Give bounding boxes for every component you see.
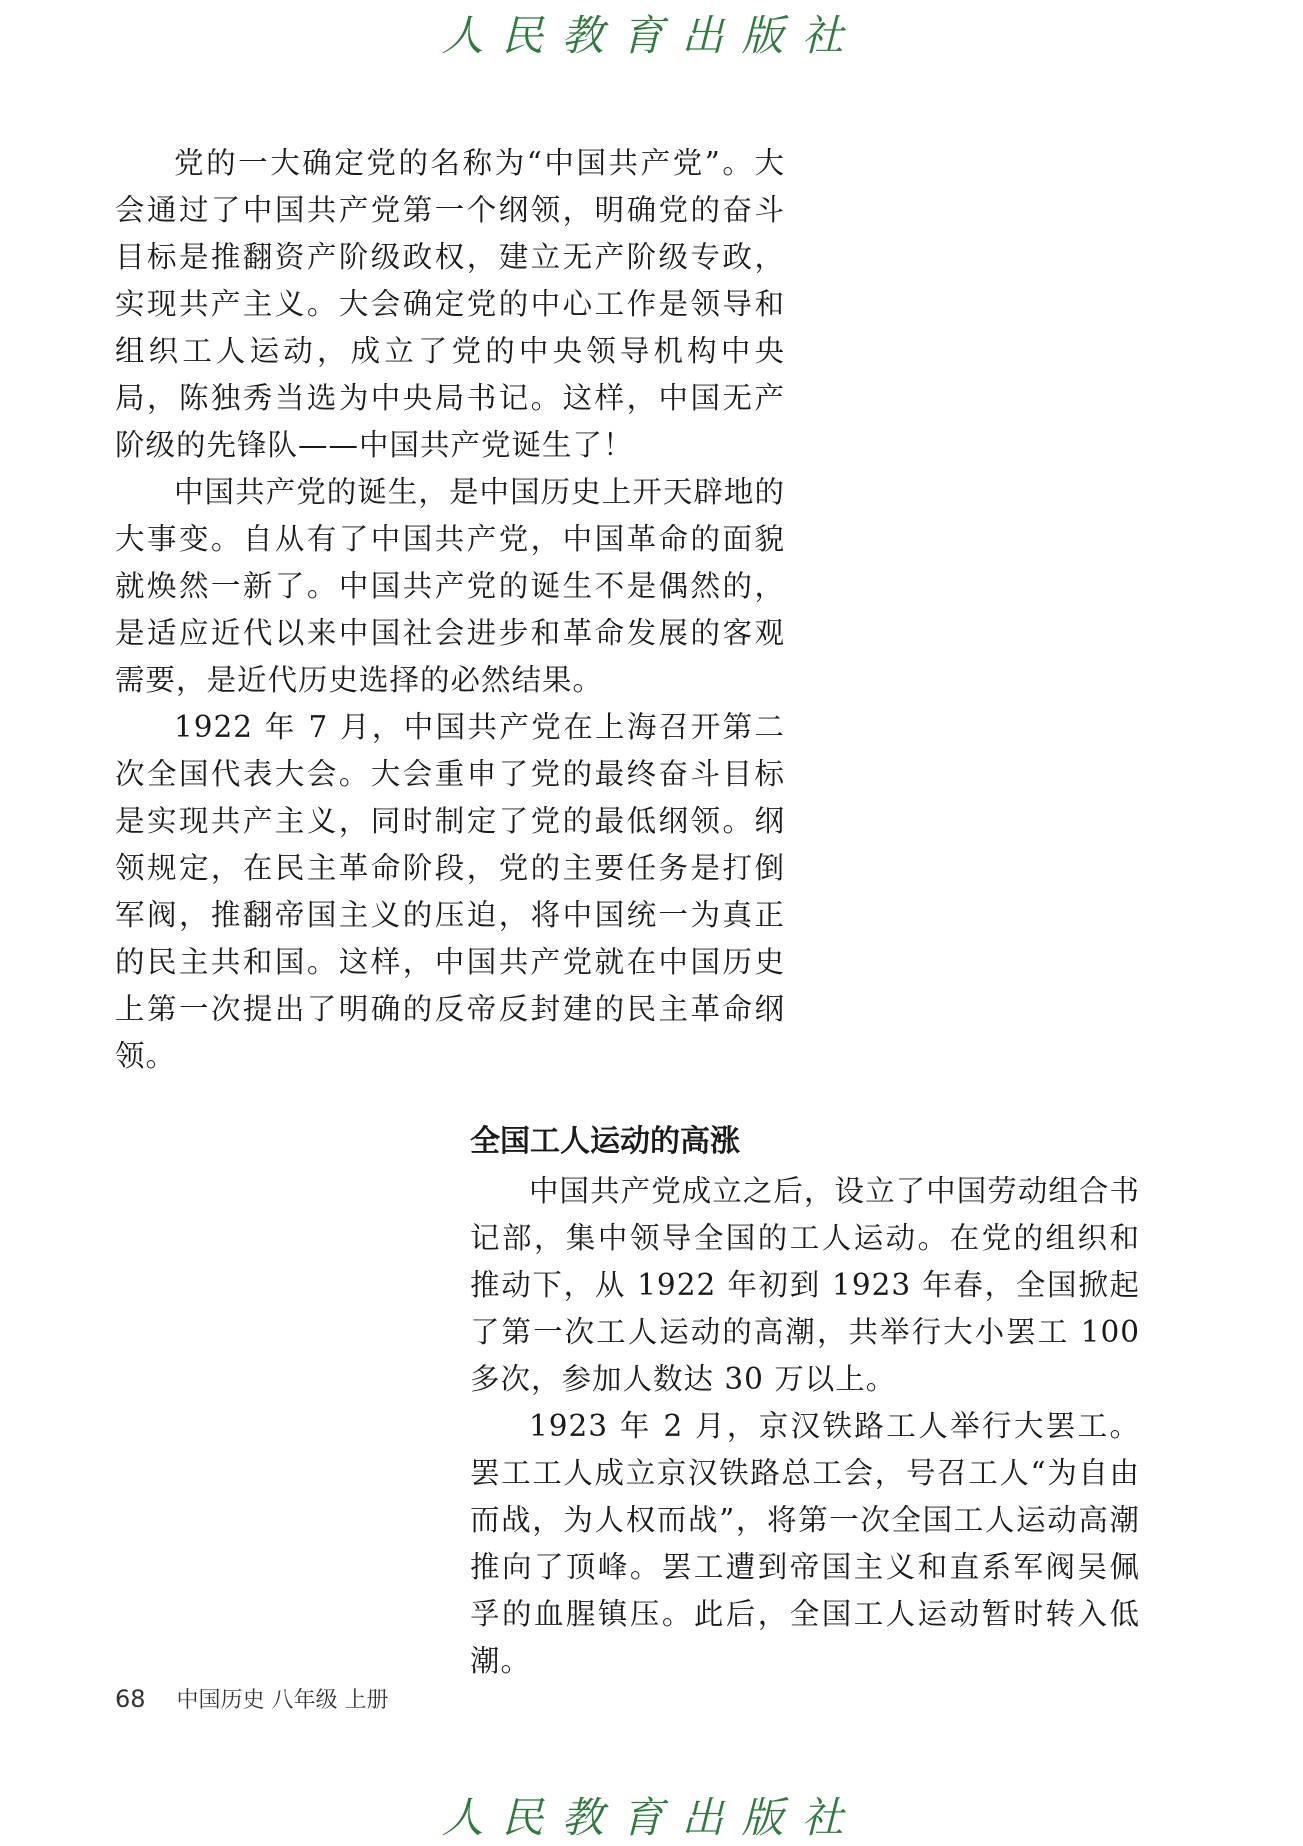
- publisher-logo-top: 人民教育出版社: [441, 11, 862, 60]
- page-number: 68: [115, 1685, 146, 1713]
- paragraph: 中国共产党成立之后，设立了中国劳动组合书记部，集中领导全国的工人运动。在党的组织和推动下，从 1922 年初到 1923 年春，全国掀起了第一次工人运动的高潮，共举行大小罢工 100 多次，参加人数达 30 万以上。: [470, 1174, 1140, 1396]
- paragraph: 1923 年 2 月，京汉铁路工人举行大罢工。罢工工人成立京汉铁路总工会，号召工人“为自由而战，为人权而战”，将第一次全国工人运动高潮推向了顶峰。罢工遭到帝国主义和直系军阀吴佩孚的血腥镇压。此后，全国工人运动暂时转入低潮。: [470, 1409, 1140, 1678]
- paragraph: 1922 年 7 月，中国共产党在上海召开第二次全国代表大会。大会重申了党的最终奋斗目标是实现共产主义，同时制定了党的最低纲领。纲领规定，在民主革命阶段，党的主要任务是打倒军阀，推翻帝国主义的压迫，将中国统一为真正的民主共和国。这样，中国共产党就在中国历史上第一次提出了明确的反帝反封建的民主革命纲领。: [115, 710, 785, 1073]
- publisher-logo-bottom: 人民教育出版社: [441, 1793, 862, 1842]
- book-title: 中国历史 八年级 上册: [176, 1688, 389, 1713]
- left-column-text: [115, 140, 785, 1080]
- page-footer: [115, 1683, 389, 1717]
- section-heading: 全国工人运动的高涨: [470, 1124, 740, 1159]
- section-body-text: [470, 1168, 1140, 1685]
- paragraph: 党的一大确定党的名称为“中国共产党”。大会通过了中国共产党第一个纲领，明确党的奋斗目标是推翻资产阶级政权，建立无产阶级专政，实现共产主义。大会确定党的中心工作是领导和组织工人运动，成立了党的中央领导机构中央局，陈独秀当选为中央局书记。这样，中国无产阶级的先锋队——中国共产党诞生了！: [115, 146, 785, 462]
- paragraph: 中国共产党的诞生，是中国历史上开天辟地的大事变。自从有了中国共产党，中国革命的面貌就焕然一新了。中国共产党的诞生不是偶然的，是适应近代以来中国社会进步和革命发展的客观需要，是近代历史选择的必然结果。: [115, 475, 785, 697]
